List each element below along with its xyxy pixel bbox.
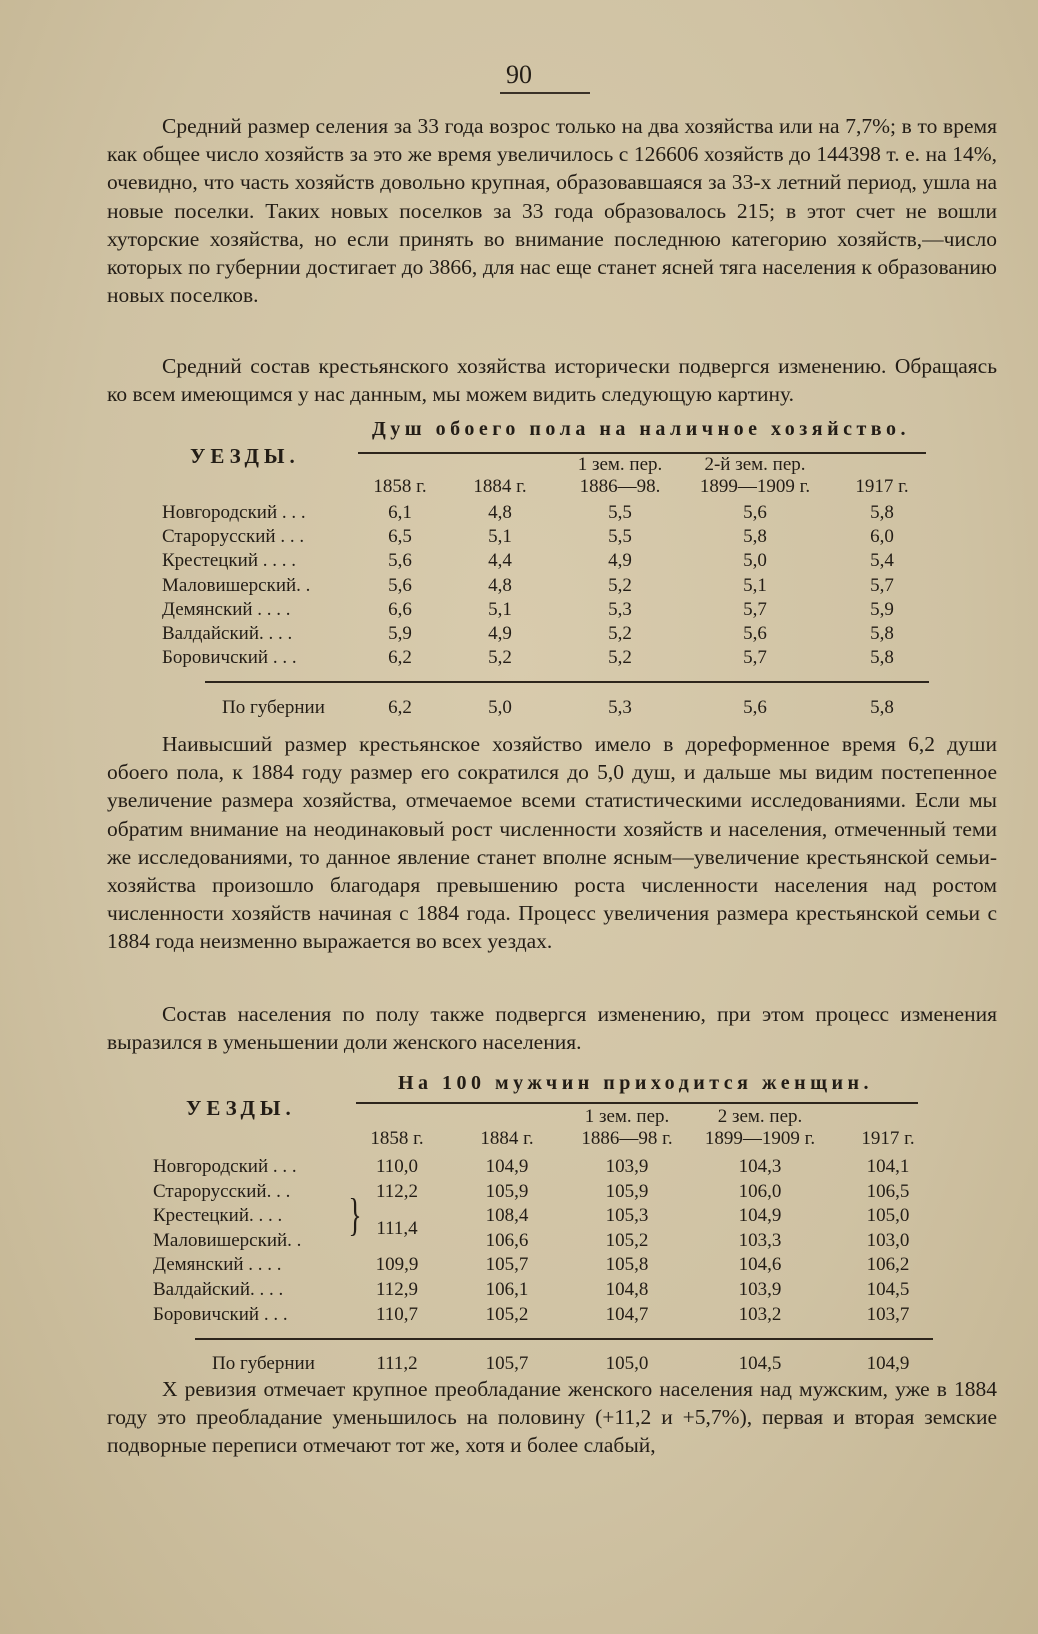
total-cell: 5,6 — [743, 697, 767, 719]
table-cell: 5,8 — [870, 647, 894, 669]
stub-header: УЕЗДЫ. — [186, 1096, 296, 1120]
row-label: Маловишерский. . — [153, 1229, 302, 1251]
table-cell: 103,9 — [738, 1279, 782, 1300]
column-header-line: 1884 г. — [480, 1128, 534, 1149]
row-label: Новгородский . . . — [153, 1156, 297, 1177]
column-header-line: 1899—1909 г. — [699, 476, 811, 497]
table-cell: 106,1 — [485, 1279, 529, 1300]
table-cell: 5,1 — [488, 598, 512, 620]
column-header — [802, 476, 962, 498]
paragraph: Наивысший размер крестьянское хозяйство имело в дореформенное время 6,2 души обоего пола, к 1884 году размер его сократился до 5,0 душ, и дальше мы видим постепенное увеличение размера хозяйства, отмечаемое всеми статистическими исследованиями. Если мы обратим внимание на неодинаковый рост численности хозяйств и населения, отмеченный теми же исследованиями, то данное явление станет вполне ясным—увеличение крестьянской семьи-хозяйства произошло благодаря превышению роста численности населения над ростом численности хозяйств начиная с 1884 года. Процесс увеличения размера крестьянской семьи с 1884 года неизменно выражается во всех уездах. — [107, 732, 997, 954]
table-cell: 5,6 — [388, 550, 412, 572]
table-cell: 104,5 — [866, 1279, 910, 1300]
table-cell: 106,2 — [866, 1254, 910, 1276]
table-cell: 104,7 — [605, 1303, 649, 1325]
table-cell: 104,8 — [605, 1279, 649, 1300]
page-number-rule — [500, 92, 590, 94]
table-cell: 110,7 — [375, 1303, 419, 1325]
table-cell-merged: 111,4 — [376, 1218, 418, 1239]
column-header-line: 1858 г. — [373, 476, 427, 497]
table-cell: 109,9 — [375, 1254, 419, 1276]
table-cell: 112,9 — [375, 1279, 419, 1300]
table-cell: 5,7 — [870, 574, 894, 596]
paragraph: Средний состав крестьянского хозяйства исторически подвергся изменению. Обращаясь ко всем имеющимся у нас данным, мы можем видить следующую картину. — [107, 354, 997, 407]
column-header-line: 1858 г. — [370, 1128, 424, 1149]
row-label: Старорусский . . . — [162, 526, 305, 548]
row-label: Валдайский. . . . — [162, 623, 293, 644]
table-cell: 5,9 — [870, 598, 894, 620]
total-cell: 5,8 — [870, 697, 894, 719]
table-cell: 5,7 — [743, 598, 767, 620]
column-header-line: 1 зем. пер. — [577, 454, 663, 475]
table-cell: 5,8 — [870, 623, 894, 644]
total-cell: 6,2 — [388, 697, 412, 719]
table-cell: 4,9 — [608, 550, 632, 572]
table-cell: 105,9 — [605, 1180, 649, 1202]
table-cell: 5,8 — [743, 526, 767, 548]
row-label: Новгородский . . . — [162, 502, 306, 523]
table-cell: 105,2 — [605, 1229, 649, 1251]
row-label: Старорусский. . . — [153, 1180, 291, 1202]
column-header-line: 1886—98 г. — [581, 1128, 673, 1149]
table-cell: 5,6 — [743, 623, 767, 644]
merge-brace: } — [348, 1189, 362, 1240]
table-cell: 4,8 — [488, 574, 512, 596]
table-cell: 105,8 — [605, 1254, 649, 1276]
table-spanner-header: На 100 мужчин приходится женщин. — [398, 1072, 874, 1094]
table-cell: 6,5 — [388, 526, 412, 548]
table-cell: 5,6 — [388, 574, 412, 596]
total-cell: 111,2 — [376, 1353, 418, 1375]
table-cell: 106,5 — [866, 1180, 910, 1202]
table-cell: 5,3 — [608, 598, 632, 620]
table-cell: 5,2 — [608, 574, 632, 596]
total-label: По губернии — [222, 697, 325, 719]
row-label: Боровичский . . . — [162, 647, 297, 669]
table-cell: 5,1 — [488, 526, 512, 548]
column-header-line: 1917 г. — [861, 1128, 915, 1149]
paragraph: X ревизия отмечает крупное преобладание женского населения над мужским, уже в 1884 году это преобладание уменьшилось на половину (+11,2 и +5,7%), первая и вторая земские подворные переписи отмечают тот же, хотя и более слабый, — [107, 1377, 997, 1458]
column-header-line: 2 зем. пер. — [717, 1106, 803, 1127]
table-cell: 108,4 — [485, 1205, 529, 1227]
total-cell: 105,0 — [605, 1353, 649, 1375]
table-cell: 5,9 — [388, 623, 412, 644]
table-cell: 6,2 — [388, 647, 412, 669]
table-cell: 5,0 — [743, 550, 767, 572]
table-cell: 5,5 — [608, 502, 632, 523]
table-cell: 105,2 — [485, 1303, 529, 1325]
table-cell: 6,6 — [388, 598, 412, 620]
table-cell: 5,4 — [870, 550, 894, 572]
column-header-line: 1886—98. — [579, 476, 661, 497]
column-header-line: 1917 г. — [855, 476, 909, 497]
table-cell: 5,6 — [743, 502, 767, 523]
table-cell: 5,5 — [608, 526, 632, 548]
table-cell: 5,8 — [870, 502, 894, 523]
table-cell: 105,0 — [866, 1205, 910, 1227]
table-spanner-header: Душ обоего пола на наличное хозяйство. — [372, 418, 910, 440]
table-cell: 104,1 — [866, 1156, 910, 1177]
table-cell: 105,7 — [485, 1254, 529, 1276]
row-label: Маловишерский. . — [162, 574, 311, 596]
spanner-rule — [356, 1102, 918, 1104]
column-header-line: 1 зем. пер. — [584, 1106, 670, 1127]
table-cell: 103,3 — [738, 1229, 782, 1251]
row-label: Боровичский . . . — [153, 1303, 288, 1325]
column-header-line: 1884 г. — [473, 476, 527, 497]
table-cell: 103,9 — [605, 1156, 649, 1177]
total-cell: 5,3 — [608, 697, 632, 719]
table-cell: 104,9 — [738, 1205, 782, 1227]
table-cell: 5,2 — [488, 647, 512, 669]
table-cell: 5,7 — [743, 647, 767, 669]
table-cell: 104,6 — [738, 1254, 782, 1276]
row-label: Демянский . . . . — [153, 1254, 282, 1276]
table-cell: 105,3 — [605, 1205, 649, 1227]
table-cell: 106,0 — [738, 1180, 782, 1202]
table-cell: 5,2 — [608, 647, 632, 669]
table-cell: 112,2 — [375, 1180, 419, 1202]
table-cell: 104,3 — [738, 1156, 782, 1177]
paragraph: Состав населения по полу также подвергся изменению, при этом процесс изменения выразился в уменьшении доли женского населения. — [107, 1002, 997, 1055]
table-cell: 5,1 — [743, 574, 767, 596]
row-label: Крестецкий. . . . — [153, 1205, 283, 1227]
row-label: Крестецкий . . . . — [162, 550, 296, 572]
table-cell: 6,0 — [870, 526, 894, 548]
table-cell: 103,2 — [738, 1303, 782, 1325]
total-label: По губернии — [212, 1353, 315, 1375]
stub-header: УЕЗДЫ. — [190, 444, 300, 468]
total-cell: 105,7 — [485, 1353, 529, 1375]
table-cell: 106,6 — [485, 1229, 529, 1251]
column-header — [808, 1128, 968, 1150]
total-cell: 104,9 — [866, 1353, 910, 1375]
table-cell: 104,9 — [485, 1156, 529, 1177]
row-label: Демянский . . . . — [162, 598, 291, 620]
table-cell: 4,4 — [488, 550, 512, 572]
table-cell: 110,0 — [375, 1156, 419, 1177]
table-cell: 103,7 — [866, 1303, 910, 1325]
page-number: 90 — [506, 60, 532, 89]
column-header-line: 2-й зем. пер. — [704, 454, 806, 475]
table-cell: 5,2 — [608, 623, 632, 644]
total-rule — [205, 681, 929, 683]
total-cell: 5,0 — [488, 697, 512, 719]
table-cell: 6,1 — [388, 502, 412, 523]
table-cell: 4,8 — [488, 502, 512, 523]
row-label: Валдайский. . . . — [153, 1279, 284, 1300]
table-cell: 4,9 — [488, 623, 512, 644]
paragraph: Средний размер селения за 33 года возрос только на два хозяйства или на 7,7%; в то время как общее число хозяйств за это же время увеличилось с 126606 хозяйств до 144398 т. е. на 14%, очевидно, что часть хозяйств довольно крупная, образовавшаяся за 33-х летний период, ушла на новые поселки. Таких новых поселков за 33 года образовалось 215; в этот счет не вошли хуторские хозяйства, но если принять во внимание последнюю категорию хозяйств,—число которых по губернии достигает до 3866, для нас еще станет ясней тяга населения к образованию новых поселков. — [107, 114, 997, 308]
table-cell: 105,9 — [485, 1180, 529, 1202]
total-rule — [195, 1338, 933, 1340]
total-cell: 104,5 — [738, 1353, 782, 1375]
table-cell: 103,0 — [866, 1229, 910, 1251]
column-header-line: 1899—1909 г. — [704, 1128, 816, 1149]
